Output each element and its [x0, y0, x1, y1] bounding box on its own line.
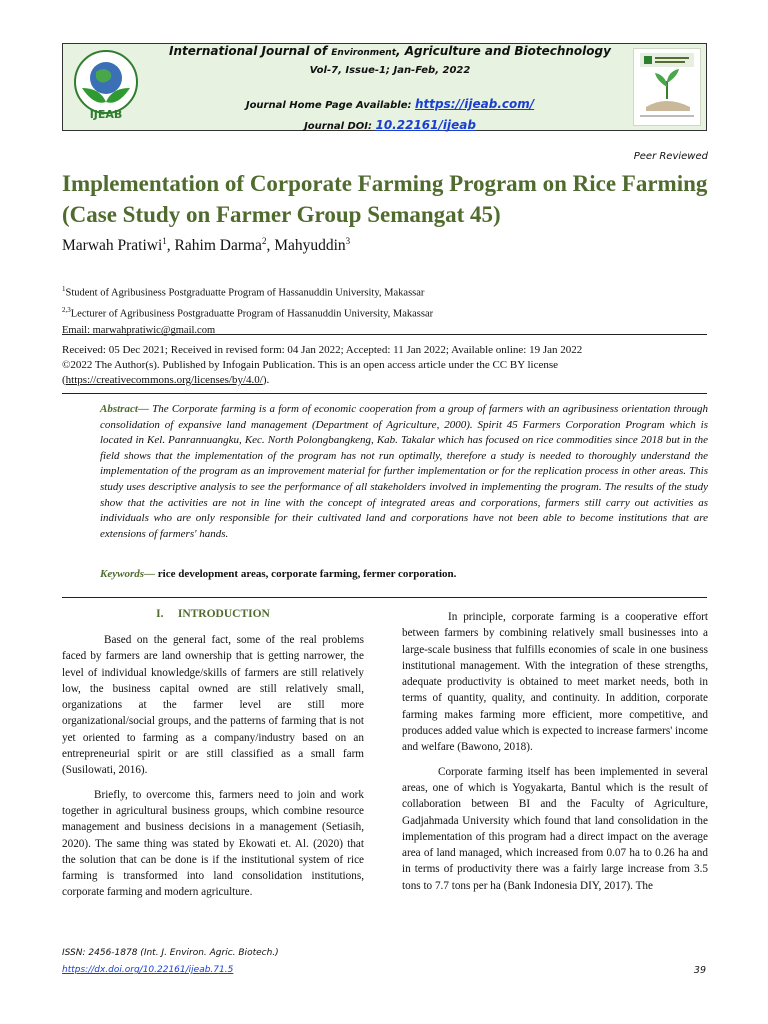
license-line: (https://creativecommons.org/licenses/by/4.0/).: [62, 374, 270, 386]
abstract-label: Abstract—: [100, 403, 149, 415]
divider: [62, 597, 707, 598]
left-column: [62, 632, 364, 909]
abstract: [100, 402, 708, 542]
body-paragraph: Based on the general fact, some of the real problems faced by farmers are land ownership that is getting narrower, the level of individual knowledge/skills of farmers are still relatively low, the business capital owned are still relatively small, organizations at the farmer level are still more organizational/social groups, and the patterns of farming that is not yet oriented to farming as a company/industry based on an entrepreneurial spirit or are still classified as a small farm (Susilowati, 2016).: [62, 634, 364, 777]
journal-cover-thumbnail: [633, 48, 701, 126]
peer-reviewed-label: Peer Reviewed: [633, 151, 708, 162]
home-page-link[interactable]: https://ijeab.com/: [414, 97, 535, 111]
license-link[interactable]: https://creativecommons.org/licenses/by/4.0/: [65, 374, 263, 386]
author-name: Rahim Darma: [174, 237, 262, 255]
journal-title: International Journal of Environment, Agriculture and Biotechnology: [169, 44, 611, 58]
divider: [62, 334, 707, 335]
svg-text:IJEAB: IJEAB: [89, 108, 123, 121]
article-dates: Received: 05 Dec 2021; Received in revised form: 04 Jan 2022; Accepted: 11 Jan 2022; Available online: 19 Jan 2022: [62, 344, 583, 356]
footer-doi-link[interactable]: https://dx.doi.org/10.22161/ijeab.71.5: [62, 965, 234, 975]
paper-title: Implementation of Corporate Farming Program on Rice Farming (Case Study on Farmer Group Semangat 45): [62, 171, 708, 227]
affiliation-line: $^{2,3}$Lecturer of Agribusiness Postgraduatte Program of Hassanuddin University, Makassar: [62, 305, 434, 319]
journal-volume: Vol-7, Issue-1; Jan-Feb, 2022: [309, 65, 471, 76]
body-paragraph: Corporate farming itself has been implemented in several areas, one of which is Yogyakarta, Bantul which is the result of collaboration between BI and the Faculty of Agriculture, Gadjahmada University which found that land consolidation in the implementation of this program had a direct impact on the average area of land managed, which increased from 0.07 ha to 0.26 ha and in terms of productivity there was a fairly large increase from 3.5 tons to 7.7 tons per ha (Bank Indonesia DIY, 2017). The: [402, 765, 708, 892]
copyright-line: ©2022 The Author(s). Published by Infogain Publication. This is an open access article under the CC BY license: [62, 359, 559, 371]
affiliations: [62, 281, 433, 339]
right-column: [402, 609, 708, 902]
publication-info: [62, 343, 707, 388]
journal-doi: Journal DOI: 10.22161/ijeab: [304, 118, 476, 132]
journal-home-page: Journal Home Page Available: https://ijeab.com/: [245, 97, 535, 111]
section-heading-introduction: I. INTRODUCTION: [156, 608, 270, 620]
body-paragraph: In principle, corporate farming is a cooperative effort between farmers by combining relatively small businesses into a large-scale business that fulfills economies of scale in one business institutional management. With the integration of these strengths, adequate productivity is obtained to meet market needs, both in terms of quantity, quality, and continuity. In addition, corporate farming makes farming more efficient, more competitive, and produces added value which is expected to increase farmers' income and welfare (Bawono, 2018).: [402, 611, 708, 754]
abstract-text: The Corporate farming is a form of economic cooperation from a group of farmers with an agribusiness orientation through consolidation of expansive land management (Department of Agriculture, 2000). Spirit 45 Farmers Corporation Program which is located in Kel. Panrannuangku, Kec. North Polongbangkeng, Kab. Takalar which has focused on rice commodities since 2018 but in the field shows that the implementation of the program has not run optimally, therefore a study is needed to thoroughly understand the implementation of the program as an improvement material for further implementation or for the replication process in other areas. This study uses descriptive analysis to see the performance of all stakeholders involved in implementing the program. The results of the study show that the activities are not in line with the concept of integrated areas and corporations, farmers still carry out activities as individuals who are only responsible for their cultivated land and corporations have not been able to become institutions that are extensions of farmers' hands.: [100, 403, 708, 540]
author-name: Marwah Pratiwi: [62, 237, 163, 255]
body-paragraph: Briefly, to overcome this, farmers need to join and work together in agricultural business groups, which combine resource management and business decisions in a management (Setiasih, 2020). The same thing was stated by Ekowati et. Al. (2020) that the solution that can be done is if the institutional system of rice farming is transformed into land consolidation institutions, corporate farming and modern agriculture.: [62, 788, 364, 899]
affiliation-line: $^1$Student of Agribusiness Postgraduatte Program of Hassanuddin University, Makassar: [62, 285, 425, 299]
keywords-text: rice development areas, corporate farming, fermer corporation.: [155, 568, 457, 580]
author-name: Mahyuddin: [274, 237, 346, 255]
page-number: 39: [693, 965, 706, 976]
journal-doi-link[interactable]: 10.22161/ijeab: [375, 118, 476, 132]
divider: [62, 393, 707, 394]
footer-issn: ISSN: 2456-1878 (Int. J. Environ. Agric. Biotech.): [62, 948, 279, 958]
author-list: Marwah Pratiwi$^1$, Rahim Darma$^2$, Mahyuddin$^3$: [62, 236, 351, 255]
keywords: [100, 568, 456, 580]
ijeab-logo: [70, 48, 142, 124]
keywords-label: Keywords—: [100, 568, 155, 580]
email-line: Email: marwahpratiwic@gmail.com: [62, 325, 216, 336]
